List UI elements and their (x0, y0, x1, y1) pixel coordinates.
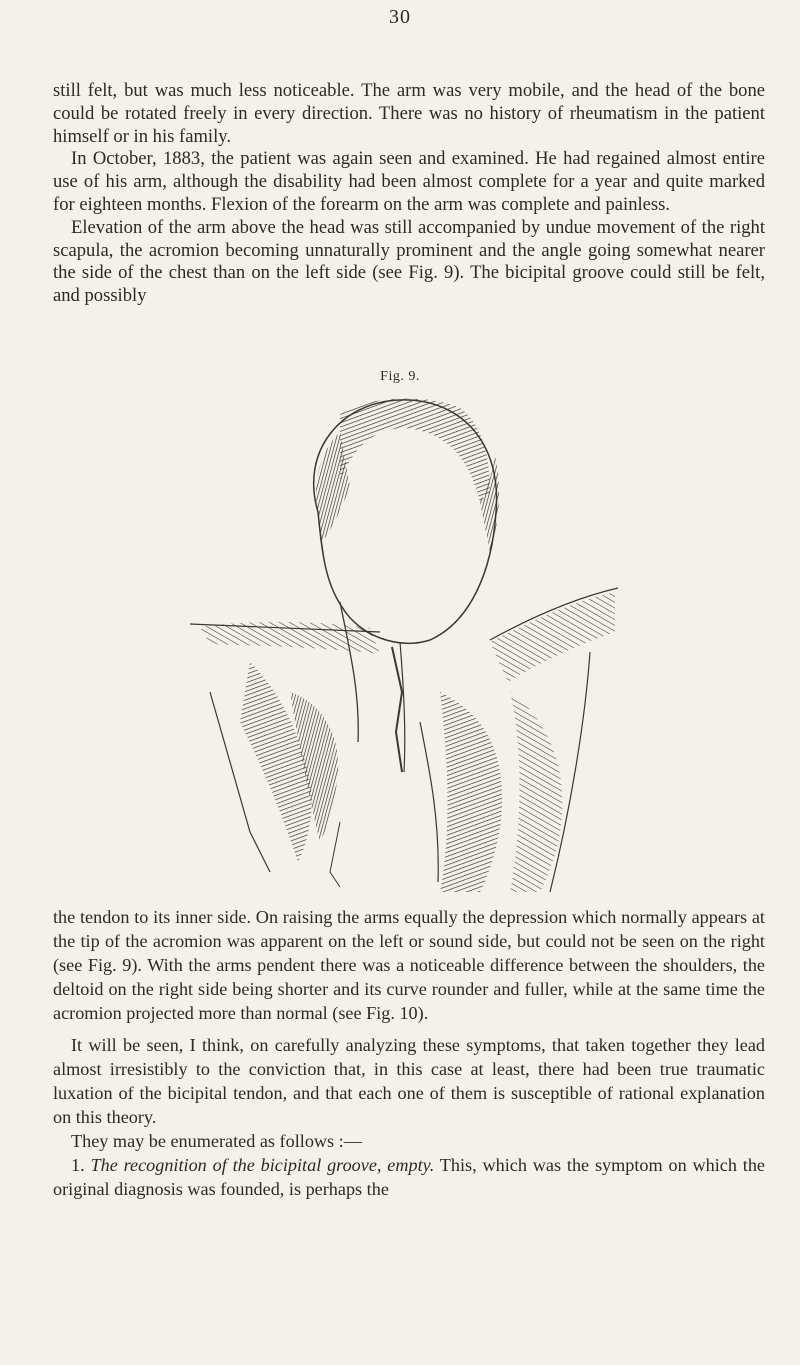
item-number: 1. (71, 1155, 85, 1175)
engraving-figure (190, 392, 620, 892)
item-text: This, which was the symptom on which the original diagnosis was founded, is perhaps the (53, 1155, 766, 1199)
bottom-text-block (53, 905, 765, 1201)
paragraph: They may be enumerated as follows :— (71, 1131, 362, 1151)
paragraph: In October, 1883, the patient was again seen and examined. He had regained almost entire use of his arm, although the disability had been almost complete for a year and quite marked for eighteen months. Flexion of the forearm on the arm was complete and painless. (53, 148, 765, 215)
paragraph: Elevation of the arm above the head was still accompanied by undue movement of the right scapula, the acromion becoming unnaturally prominent and the angle going somewhat nearer the side of the chest than on the left side (see Fig. 9). The bicipital groove could still be felt, and possibly (53, 216, 765, 307)
paragraph: the tendon to its inner side. On raising the arms equally the depression which normally appears at the tip of the acromion was apparent on the left or sound side, but could not be seen on the right (see Fig. 9). With the arms pendent there was a noticeable difference between the shoulders, the deltoid on the right side being shorter and its curve rounder and fuller, while at the same time the acromion projected more than normal (see Fig. 10). (53, 907, 765, 1023)
top-text-block (53, 80, 765, 308)
item-title: The recognition of the bicipital groove, empty. (90, 1155, 435, 1175)
paragraph: still felt, but was much less noticeable. The arm was very mobile, and the head of the bone could be rotated freely in every direction. There was no history of rheumatism in the patient himself or in his family. (53, 80, 765, 147)
enumerated-item (53, 1153, 765, 1201)
figure-caption: Fig. 9. (380, 369, 420, 384)
paragraph: It will be seen, I think, on carefully analyzing these symptoms, that taken together they lead almost irresistibly to the conviction that, in this case at least, there had been true traumatic luxation of the bicipital tendon, and that each one of them is susceptible of rational explanation on this theory. (53, 1035, 765, 1127)
figure-illustration (190, 392, 620, 892)
page-number: 30 (389, 6, 411, 28)
